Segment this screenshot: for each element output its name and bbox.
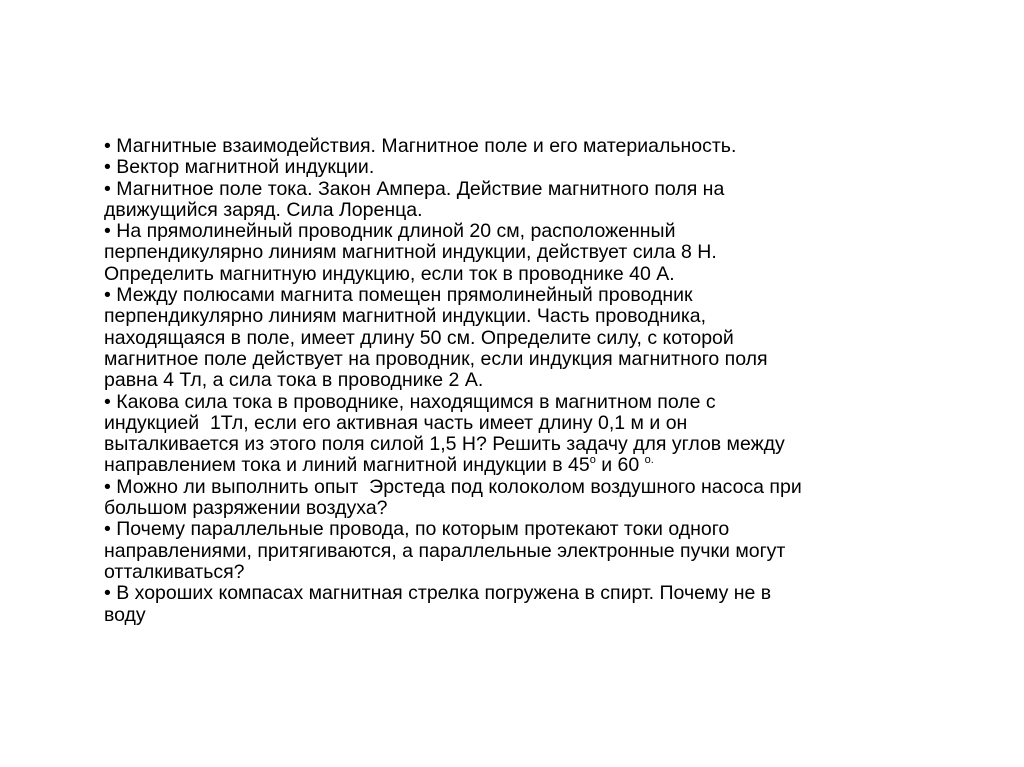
- angles-text-part2: и 60: [595, 454, 645, 477]
- text-line: воду: [104, 603, 146, 626]
- text-line: • Магнитное поле тока. Закон Ампера. Действие магнитного поля на: [104, 177, 725, 200]
- text-line: индукцией 1Тл, если его активная часть имеет длину 0,1 м и он: [104, 411, 688, 434]
- text-line: перпендикулярно линиям магнитной индукции. Часть проводника,: [104, 305, 707, 328]
- text-line: магнитное поле действует на проводник, если индукция магнитного поля: [104, 347, 768, 370]
- text-line: • На прямолинейный проводник длиной 20 см, расположенный: [104, 220, 676, 243]
- text-line: направлениями, притягиваются, а параллельные электронные пучки могут: [104, 539, 786, 562]
- text-line: • В хороших компасах магнитная стрелка погружена в спирт. Почему не в: [104, 582, 772, 605]
- text-line: большом разряжении воздуха?: [104, 497, 388, 520]
- text-line: находящаяся в поле, имеет длину 50 см. Определите силу, с которой: [104, 326, 734, 349]
- degree-superscript-1: о: [589, 454, 596, 467]
- text-line: • Между полюсами магнита помещен прямолинейный проводник: [104, 284, 693, 307]
- text-line: Определить магнитную индукцию, если ток в проводнике 40 А.: [104, 262, 675, 285]
- text-line: движущийся заряд. Сила Лоренца.: [104, 198, 423, 221]
- text-line: перпендикулярно линиям магнитной индукции, действует сила 8 Н.: [104, 241, 717, 264]
- angles-text-part1: направлением тока и линий магнитной индукции в 45: [104, 454, 590, 477]
- text-line: • Какова сила тока в проводнике, находящимся в магнитном поле с: [104, 390, 716, 413]
- degree-superscript-2: о.: [644, 454, 654, 467]
- text-line: равна 4 Тл, а сила тока в проводнике 2 А.: [104, 369, 484, 392]
- text-line-angles: [104, 455, 924, 476]
- text-line: • Магнитные взаимодействия. Магнитное поле и его материальность.: [104, 135, 737, 157]
- text-line: • Почему параллельные провода, по которым протекают токи одного: [104, 518, 730, 541]
- text-line: выталкивается из этого поля силой 1,5 Н? Решить задачу для углов между: [104, 433, 785, 456]
- text-line: • Вектор магнитной индукции.: [104, 156, 375, 179]
- text-line: • Можно ли выполнить опыт Эрстеда под колоколом воздушного насоса при: [104, 475, 802, 498]
- text-line: отталкиваться?: [104, 560, 245, 583]
- slide-text-block: [104, 136, 924, 626]
